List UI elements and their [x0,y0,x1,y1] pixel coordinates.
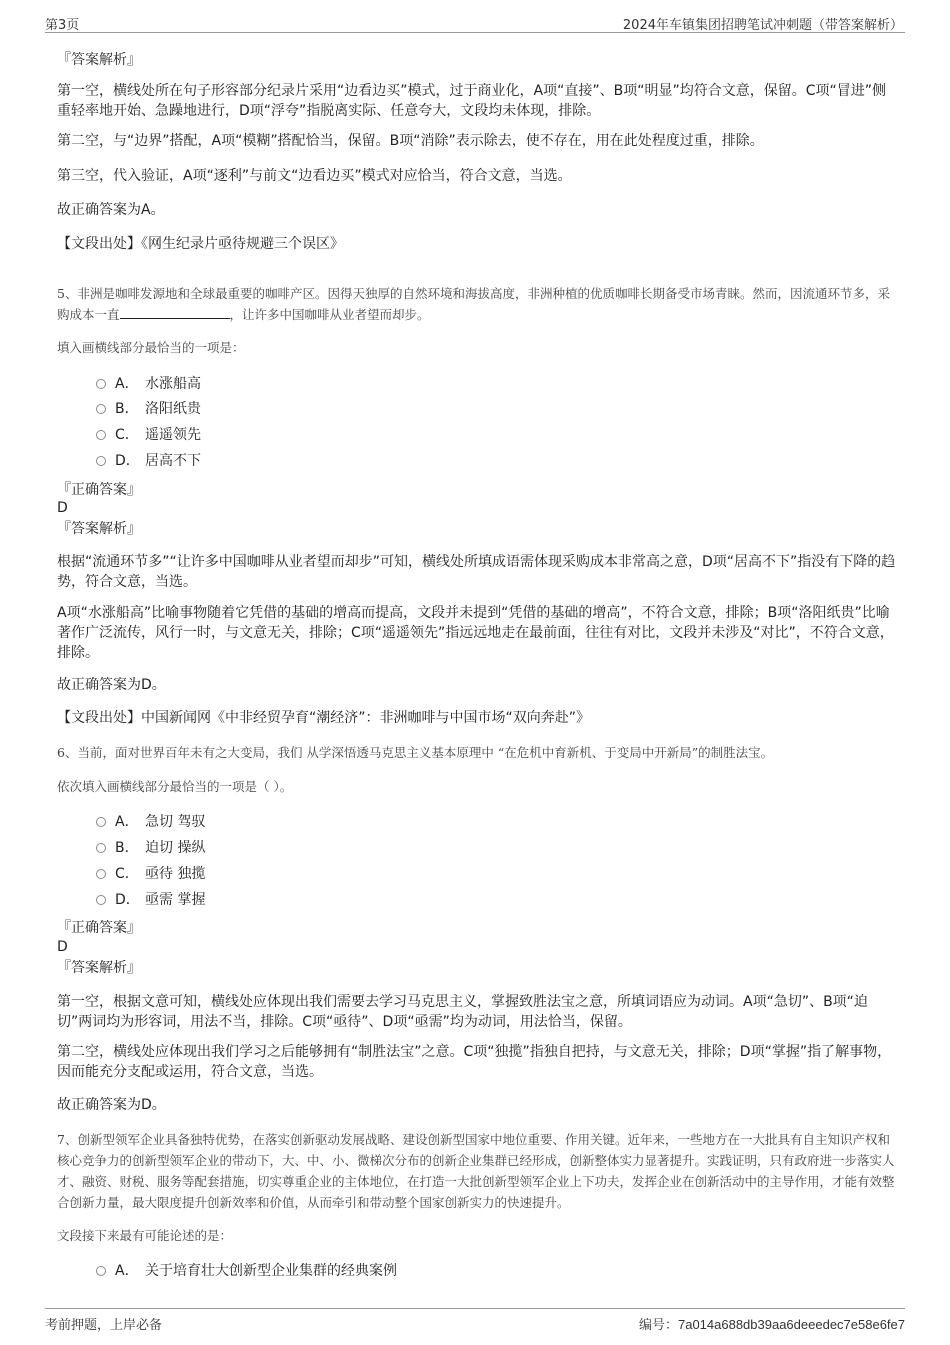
q5-option-c[interactable]: C． 遥遥领先 [96,425,201,445]
page-footer [45,1308,905,1331]
radio-icon[interactable] [96,379,106,389]
q5-conclusion: 故正确答案为D。 [57,677,166,693]
footer-slogan: 考前押题，上岸必备 [45,1318,163,1333]
radio-icon[interactable] [96,817,106,827]
radio-icon[interactable] [96,430,106,440]
q7-option-a[interactable]: A． 关于培育壮大创新型企业集群的经典案例 [96,1261,397,1281]
q5-stem: 5、非洲是咖啡发源地和全球最重要的咖啡产区。因得天独厚的自然环境和海拔高度，非洲种植的优质咖啡长期备受市场青睐。然而，因流通环节多，采购成本一直 ，让许多中国咖啡从业者望而却步。 [57,286,890,322]
q6-option-a[interactable]: A． 急切 驾驭 [96,812,205,832]
q6-option-b[interactable]: B． 迫切 操纵 [96,838,205,858]
q4-analysis-p2: 第二空，与“边界”搭配，A项“模糊”搭配恰当，保留。B项“消除”表示除去，使不存在，用在此处程度过重，排除。 [57,133,764,149]
radio-icon[interactable] [96,895,106,905]
radio-icon[interactable] [96,843,106,853]
q4-analysis-p1: 第一空，横线处所在句子形容部分纪录片采用“边看边买”模式，过于商业化，A项“直接”、B项“明显”均符合文意，保留。C项“冒进”侧重轻率地开始、急躁地进行，D项“浮夸”指脱离实际、任意夸大，文段均未体现，排除。 [57,83,886,119]
q5-blank [120,304,230,319]
q5-analysis-p2: A项“水涨船高”比喻事物随着它凭借的基础的增高而提高，文段并未提到“凭借的基础的增高”，不符合文意，排除；B项“洛阳纸贵”比喻著作广泛流传，风行一时，与文意无关，排除；C项“遥遥领先”指远远地走在最前面，往往有对比，文段并未涉及“对比”，不符合文意，排除。 [57,605,894,661]
document-id: 编号：7a014a688db39aa6deeedec7e58e6fe7 [638,1317,905,1332]
q5-analysis-p1: 根据“流通环节多”“让许多中国咖啡从业者望而却步”可知，横线处所填成语需体现采购成本非常高之意，D项“居高不下”指没有下降的趋势，符合文意，当选。 [57,554,896,590]
page-header [45,12,905,33]
q6-option-c[interactable]: C． 亟待 独揽 [96,864,205,884]
q6-conclusion: 故正确答案为D。 [57,1097,166,1113]
radio-icon[interactable] [96,869,106,879]
q6-answer-label: 『正确答案』 [57,920,141,936]
radio-icon[interactable] [96,456,106,466]
q6-prompt: 依次填入画横线部分最恰当的一项是（ ）。 [57,779,293,794]
q4-analysis-label: 『答案解析』 [57,52,141,68]
q6-stem: 6、当前，面对世界百年未有之大变局，我们 从学深悟透马克思主义基本原理中 “在危机中育新机、于变局中开新局”的制胜法宝。 [57,745,774,760]
q6-analysis-p1: 第一空，根据文意可知，横线处应体现出我们需要去学习马克思主义，掌握致胜法宝之意，所填词语应为动词。A项“急切”、B项“迫切”两词均为形容词，用法不当，排除。C项“亟待”、D项“亟需”均为动词，用法恰当，保留。 [57,994,868,1030]
q6-analysis-p2: 第二空，横线处应体现出我们学习之后能够拥有“制胜法宝”之意。C项“独揽”指独自把持，与文意无关，排除；D项“掌握”指了解事物，因而能充分支配或运用，符合文意，当选。 [57,1044,892,1080]
q5-option-b[interactable]: B． 洛阳纸贵 [96,399,201,419]
radio-icon[interactable] [96,404,106,414]
page-number: 第3页 [45,18,80,33]
q5-prompt: 填入画横线部分最恰当的一项是： [57,340,245,355]
document-title: 2024年车镇集团招聘笔试冲刺题（带答案解析） [622,18,903,33]
q5-answer-label: 『正确答案』 [57,482,141,498]
q5-option-a[interactable]: A． 水涨船高 [96,374,201,394]
q4-source: 【文段出处】《网生纪录片亟待规避三个误区》 [57,236,344,252]
q5-answer: D [57,500,68,516]
q5-source: 【文段出处】中国新闻网《中非经贸孕育“潮经济”：非洲咖啡与中国市场“双向奔赴”》 [57,710,591,726]
q7-prompt: 文段接下来最有可能论述的是： [57,1228,233,1243]
q6-analysis-label: 『答案解析』 [57,960,141,976]
radio-icon[interactable] [96,1266,106,1276]
q5-analysis-label: 『答案解析』 [57,521,141,537]
q4-analysis-p3: 第三空，代入验证，A项“逐利”与前文“边看边买”模式对应恰当，符合文意，当选。 [57,168,572,184]
q6-answer: D [57,939,68,955]
q5-option-d[interactable]: D． 居高不下 [96,451,201,471]
q4-conclusion: 故正确答案为A。 [57,202,165,218]
q6-option-d[interactable]: D． 亟需 掌握 [96,890,205,910]
q7-stem: 7、创新型领军企业具备独特优势，在落实创新驱动发展战略、建设创新型国家中地位重要、作用关键。近年来，一些地方在一大批具有自主知识产权和核心竞争力的创新型领军企业的带动下，大、中、小、微梯次分布的创新企业集群已经形成，创新整体实力显著提升。实践证明，只有政府进一步落实人才、融资、财税、服务等配套措施，切实尊重企业的主体地位，在打造一大批创新型领军企业上下功夫，发挥企业在创新活动中的主导作用，才能有效整合创新力量，最大限度提升创新效率和价值，从而牵引和带动整个国家创新实力的快速提升。 [57,1132,895,1210]
